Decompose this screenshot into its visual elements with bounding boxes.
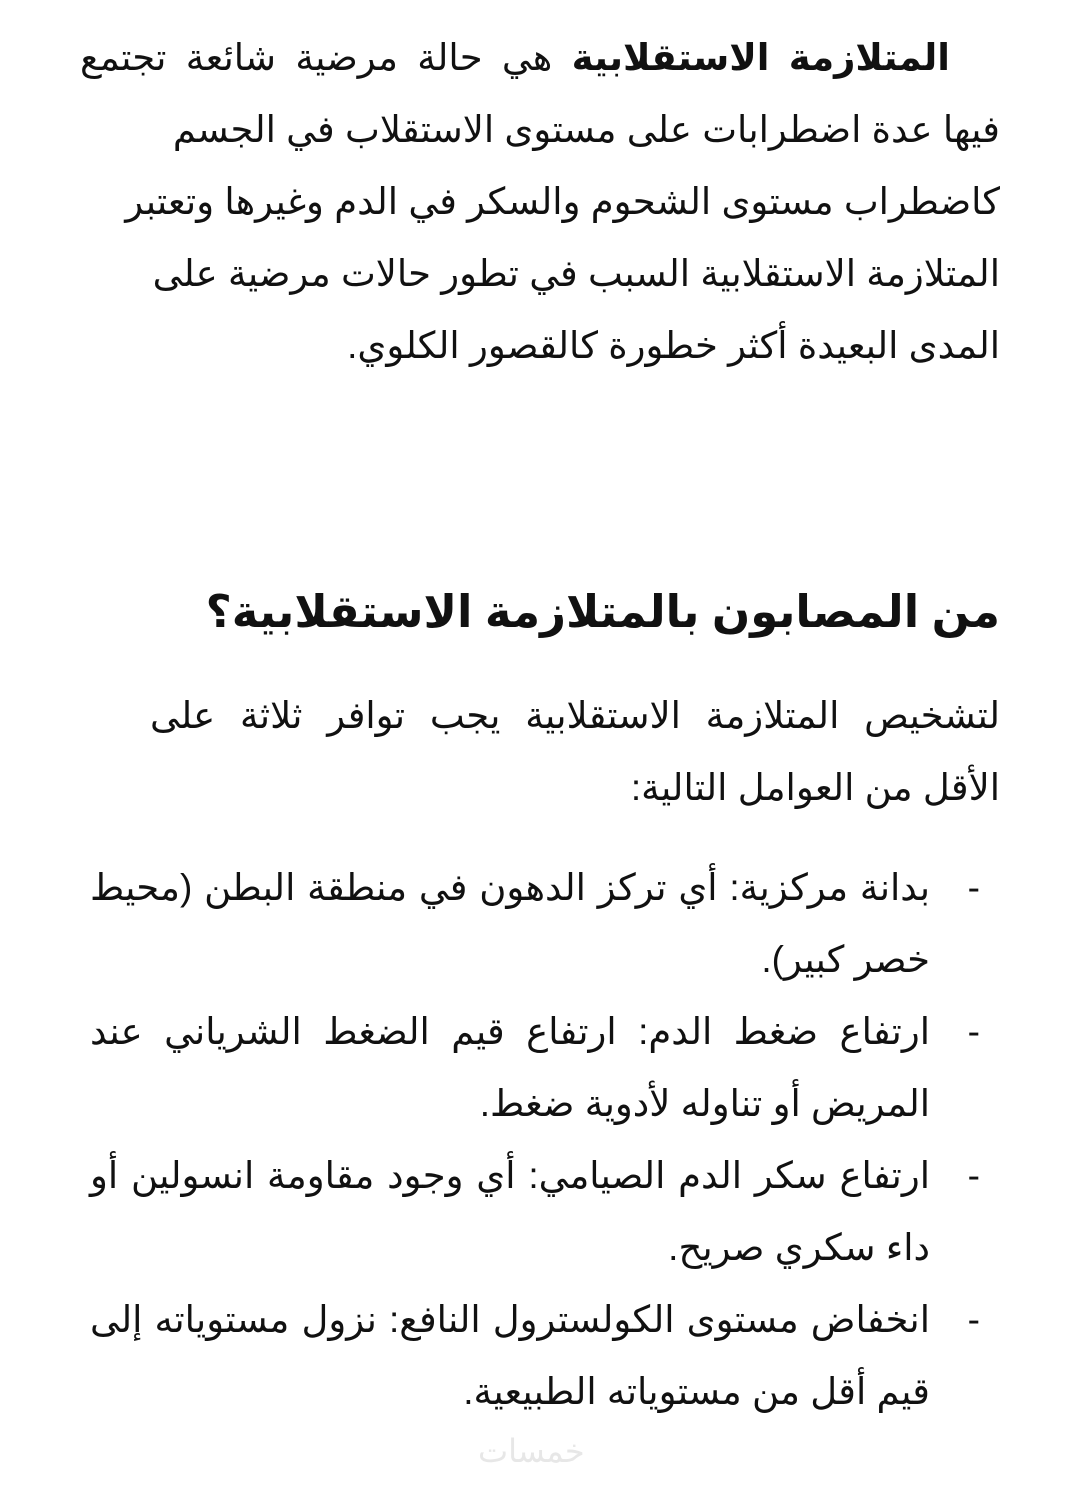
intro-line1-rest: هي حالة مرضية شائعة تجتمع (80, 37, 572, 78)
list-item-text: ارتفاع ضغط الدم: ارتفاع قيم الضغط الشرياني عند المريض أو تناوله لأدوية ضغط. (90, 1011, 931, 1124)
list-item-text: انخفاض مستوى الكولسترول النافع: نزول مستوياته إلى قيم أقل من مستوياته الطبيعية. (90, 1299, 930, 1412)
intro-first-line (80, 22, 1000, 94)
section-heading: من المصابون بالمتلازمة الاستقلابية؟ (205, 586, 1000, 637)
bullet-dash: - (967, 1155, 980, 1196)
list-item (90, 852, 1000, 996)
bullet-dash: - (967, 1011, 980, 1052)
list-item-text: ارتفاع سكر الدم الصيامي: أي وجود مقاومة انسولين أو داء سكري صريح. (90, 1155, 930, 1268)
bullet-dash: - (967, 1299, 980, 1340)
diagnosis-paragraph: لتشخيص المتلازمة الاستقلابية يجب توافر ثلاثة على الأقل من العوامل التالية: (150, 695, 1000, 808)
watermark: خمسات (478, 1433, 585, 1469)
intro-paragraph (80, 22, 1000, 382)
intro-bold-term: المتلازمة الاستقلابية (571, 37, 950, 78)
intro-body-text: فيها عدة اضطرابات على مستوى الاستقلاب في الجسم كاضطراب مستوى الشحوم والسكر في الدم وغيرها وتعتبر المتلازمة الاستقلابية السبب في تطور حالات مرضية على المدى البعيدة أكثر خطورة كالقصور الكلوي. (125, 109, 1000, 366)
list-item (90, 996, 1000, 1140)
list-item (90, 1284, 1000, 1428)
list-item-text: بدانة مركزية: أي تركز الدهون في منطقة البطن (محيط خصر كبير). (90, 867, 930, 980)
bullet-dash: - (967, 867, 980, 908)
criteria-list (90, 852, 1000, 1428)
list-item (90, 1140, 1000, 1284)
